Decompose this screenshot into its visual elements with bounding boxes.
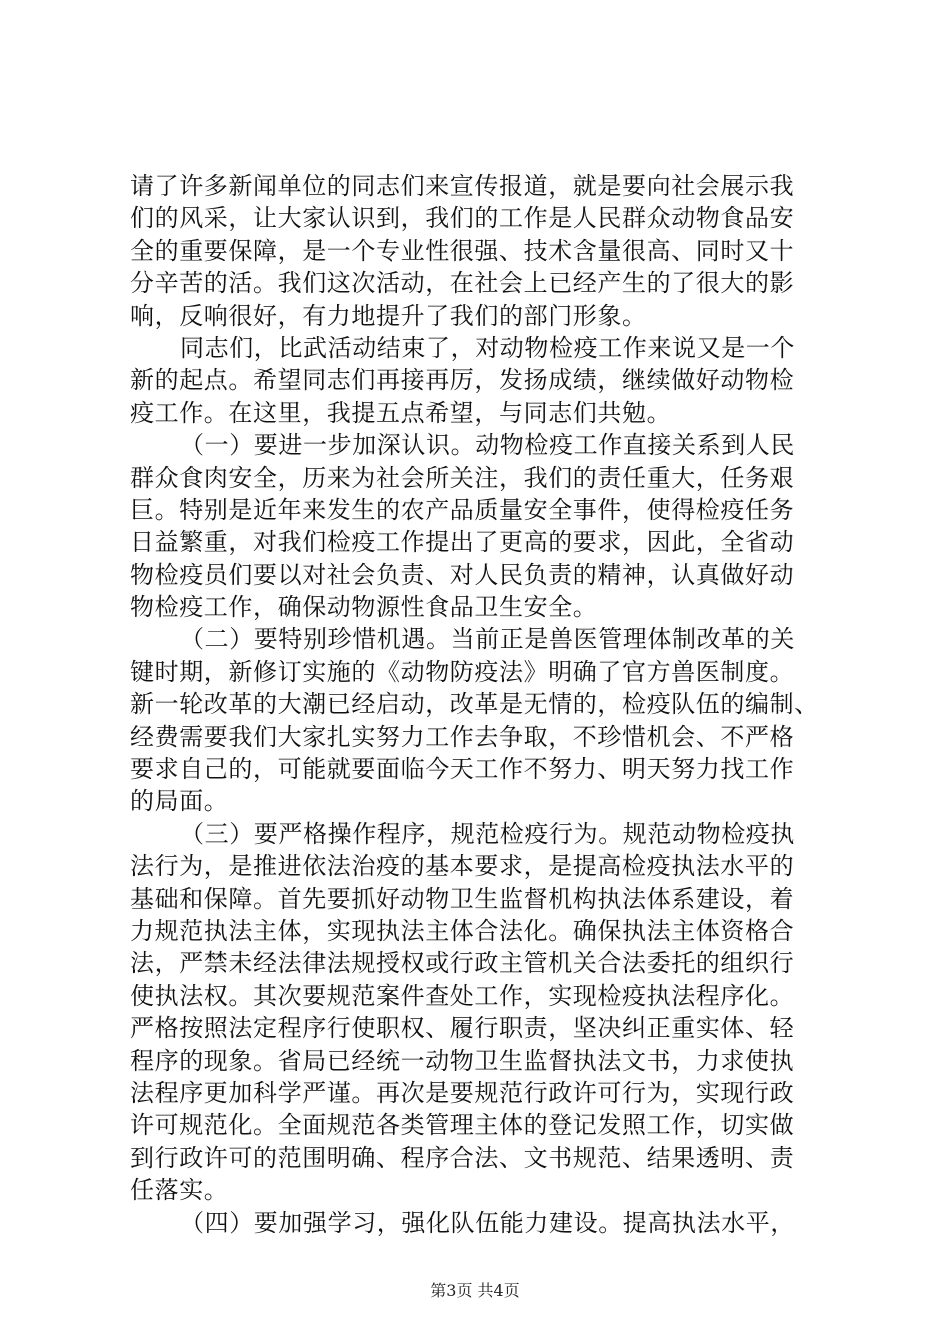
text-line: 法，严禁未经法律法规授权或行政主管机关合法委托的组织行 <box>130 949 795 978</box>
document-body <box>130 170 830 1239</box>
text-line: 物检疫员们要以对社会负责、对人民负责的精神，认真做好动 <box>130 560 795 589</box>
section-heading-line-2: （二）要特别珍惜机遇。当前正是兽医管理体制改革的关 <box>180 625 795 654</box>
text-line: 请了许多新闻单位的同志们来宣传报道，就是要向社会展示我 <box>130 172 795 200</box>
text-line: 日益繁重，对我们检疫工作提出了更高的要求，因此，全省动 <box>130 528 795 557</box>
text-line: 们的风采，让大家认识到，我们的工作是人民群众动物食品安 <box>130 204 795 233</box>
text-line: 新一轮改革的大潮已经启动，改革是无情的，检疫队伍的编制、 <box>130 690 819 719</box>
text-line: 要求自己的，可能就要面临今天工作不努力、明天努力找工作 <box>130 755 795 784</box>
text-line: 分辛苦的活。我们这次活动，在社会上已经产生的了很大的影 <box>130 269 795 298</box>
text-line: 经费需要我们大家扎实努力工作去争取，不珍惜机会、不严格 <box>130 722 795 751</box>
text-line: 群众食肉安全，历来为社会所关注，我们的责任重大，任务艰 <box>130 463 795 492</box>
text-line: 力规范执法主体，实现执法主体合法化。确保执法主体资格合 <box>130 916 795 945</box>
section-heading-line-4: （四）要加强学习，强化队伍能力建设。提高执法水平， <box>180 1208 795 1237</box>
text-line: 基础和保障。首先要抓好动物卫生监督机构执法体系建设，着 <box>130 884 795 913</box>
paragraph-start-line: 同志们，比武活动结束了，对动物检疫工作来说又是一个 <box>180 333 795 362</box>
text-line: 巨。特别是近年来发生的农产品质量安全事件，使得检疫任务 <box>130 495 795 524</box>
text-line: 疫工作。在这里，我提五点希望，与同志们共勉。 <box>130 398 672 427</box>
text-line: 法程序更加科学严谨。再次是要规范行政许可行为，实现行政 <box>130 1078 795 1107</box>
text-line: 严格按照法定程序行使职权、履行职责，坚决纠正重实体、轻 <box>130 1014 795 1043</box>
text-line: 程序的现象。省局已经统一动物卫生监督执法文书，力求使执 <box>130 1046 795 1075</box>
section-heading-line-3: （三）要严格操作程序，规范检疫行为。规范动物检疫执 <box>180 819 795 848</box>
text-line: 响，反响很好，有力地提升了我们的部门形象。 <box>130 301 647 330</box>
section-heading-line-1: （一）要进一步加深认识。动物检疫工作直接关系到人民 <box>180 431 795 460</box>
text-line: 任落实。 <box>130 1176 229 1205</box>
page-footer: 第3页 共4页 <box>430 1281 520 1300</box>
text-line: 到行政许可的范围明确、程序合法、文书规范、结果透明、责 <box>130 1143 795 1172</box>
text-line: 的局面。 <box>130 787 229 816</box>
text-line: 全的重要保障，是一个专业性很强、技术含量很高、同时又十 <box>130 236 795 265</box>
text-line: 法行为，是推进依法治疫的基本要求，是提高检疫执法水平的 <box>130 852 795 881</box>
text-line: 使执法权。其次要规范案件查处工作，实现检疫执法程序化。 <box>130 981 795 1010</box>
text-line: 物检疫工作，确保动物源性食品卫生安全。 <box>130 593 598 622</box>
text-line: 键时期，新修订实施的《动物防疫法》明确了官方兽医制度。 <box>130 657 795 686</box>
text-line: 新的起点。希望同志们再接再厉，发扬成绩，继续做好动物检 <box>130 366 795 395</box>
text-line: 许可规范化。全面规范各类管理主体的登记发照工作，切实做 <box>130 1111 795 1140</box>
